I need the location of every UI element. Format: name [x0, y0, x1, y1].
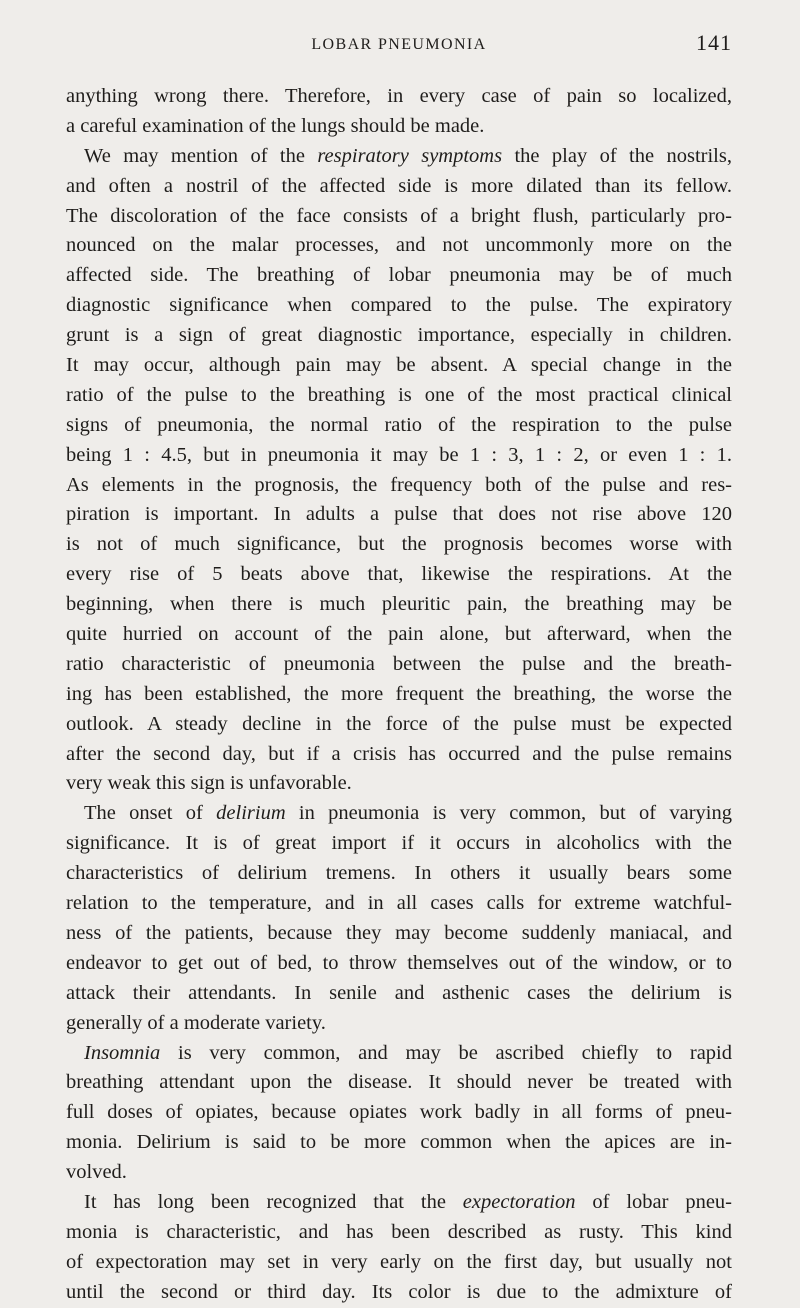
text-segment: very weak this sign is unfavorable. — [66, 772, 352, 795]
text-line — [66, 710, 732, 740]
text-segment: monia is characteristic, and has been described as rusty. This kind — [66, 1220, 732, 1243]
text-segment: monia. Delirium is said to be more common when the apices are in- — [66, 1131, 732, 1154]
text-line — [66, 500, 732, 530]
text-line — [66, 650, 732, 680]
text-segment: is very common, and may be ascribed chiefly to rapid — [160, 1041, 732, 1064]
text-line — [66, 411, 732, 441]
text-segment: We may mention of the — [84, 144, 318, 167]
text-segment: attack their attendants. In senile and asthenic cases the delirium is — [66, 981, 732, 1004]
text-line — [66, 949, 732, 979]
text-segment: affected side. The breathing of lobar pneumonia may be of much — [66, 264, 732, 287]
text-line — [66, 1009, 732, 1039]
text-line — [66, 291, 732, 321]
text-line — [66, 1218, 732, 1248]
text-segment: As elements in the prognosis, the frequency both of the pulse and res- — [66, 473, 732, 496]
page-number: 141 — [696, 30, 732, 55]
text-line — [66, 1039, 732, 1069]
text-segment: piration is important. In adults a pulse that does not rise above 120 — [66, 503, 732, 526]
text-line — [66, 560, 732, 590]
text-line — [66, 321, 732, 351]
text-line — [66, 82, 732, 112]
text-line — [66, 1248, 732, 1278]
text-segment: volved. — [66, 1161, 127, 1184]
text-segment: The onset of — [84, 802, 217, 825]
text-segment: and often a nostril of the affected side is more dilated than its fellow. — [66, 174, 732, 197]
text-segment: signs of pneumonia, the normal ratio of the respiration to the pulse — [66, 413, 732, 436]
italic-term: delirium — [216, 802, 286, 825]
italic-term: respiratory symptoms — [317, 144, 503, 167]
text-segment: beginning, when there is much pleuritic pain, the breathing may be — [66, 593, 732, 616]
text-segment: being 1 : 4.5, but in pneumonia it may be 1 : 3, 1 : 2, or even 1 : 1. — [66, 443, 732, 466]
text-segment: characteristics of delirium tremens. In others it usually bears some — [66, 862, 732, 885]
text-line — [66, 1278, 732, 1308]
text-segment: in pneumonia is very common, but of varying — [285, 802, 732, 825]
text-segment: diagnostic significance when compared to the pulse. The expiratory — [66, 294, 732, 317]
text-line — [66, 919, 732, 949]
body-text — [66, 82, 732, 1308]
text-segment: significance. It is of great import if it occurs in alcoholics with the — [66, 832, 732, 855]
text-line — [66, 261, 732, 291]
text-line — [66, 769, 732, 799]
text-line — [66, 859, 732, 889]
text-line — [66, 1068, 732, 1098]
text-segment: It has long been recognized that the — [84, 1190, 463, 1213]
text-segment: The discoloration of the face consists of a bright flush, particularly pro- — [66, 204, 732, 227]
text-line — [66, 680, 732, 710]
text-line — [66, 441, 732, 471]
text-segment: nounced on the malar processes, and not uncommonly more on the — [66, 234, 732, 257]
text-segment: breathing attendant upon the disease. It should never be treated with — [66, 1071, 732, 1094]
text-line — [66, 1128, 732, 1158]
italic-term: expectoration — [462, 1190, 576, 1213]
text-line — [66, 740, 732, 770]
text-segment: the play of the nostrils, — [502, 144, 732, 167]
running-head-title: LOBAR PNEUMONIA — [311, 36, 487, 53]
text-line — [66, 979, 732, 1009]
text-line — [66, 1158, 732, 1188]
text-line — [66, 381, 732, 411]
text-segment: ness of the patients, because they may become suddenly maniacal, and — [66, 921, 732, 944]
text-line — [66, 142, 732, 172]
text-segment: ing has been established, the more frequent the breathing, the worse the — [66, 682, 732, 705]
text-line — [66, 1098, 732, 1128]
text-segment: is not of much significance, but the prognosis becomes worse with — [66, 533, 732, 556]
text-segment: quite hurried on account of the pain alone, but afterward, when the — [66, 623, 732, 646]
text-segment: outlook. A steady decline in the force of the pulse must be expected — [66, 712, 732, 735]
text-segment: until the second or third day. Its color is due to the admixture of — [66, 1280, 732, 1303]
text-line — [66, 590, 732, 620]
text-line — [66, 1188, 732, 1218]
text-line — [66, 530, 732, 560]
text-line — [66, 620, 732, 650]
text-segment: anything wrong there. Therefore, in every case of pain so localized, — [66, 85, 732, 107]
running-head — [66, 30, 732, 60]
text-line — [66, 829, 732, 859]
text-line — [66, 471, 732, 501]
text-line — [66, 231, 732, 261]
text-segment: endeavor to get out of bed, to throw themselves out of the window, or to — [66, 951, 732, 974]
text-segment: full doses of opiates, because opiates work badly in all forms of pneu- — [66, 1101, 732, 1124]
text-segment: every rise of 5 beats above that, likewise the respirations. At the — [66, 563, 732, 586]
text-segment: after the second day, but if a crisis has occurred and the pulse remains — [66, 742, 732, 765]
text-line — [66, 351, 732, 381]
text-segment: of lobar pneu- — [575, 1190, 732, 1213]
text-segment: ratio characteristic of pneumonia between the pulse and the breath- — [66, 652, 732, 675]
text-segment: ratio of the pulse to the breathing is one of the most practical clinical — [66, 383, 732, 406]
text-segment: grunt is a sign of great diagnostic importance, especially in children. — [66, 324, 732, 347]
text-segment: generally of a moderate variety. — [66, 1011, 326, 1034]
text-line — [66, 112, 732, 142]
text-segment: of expectoration may set in very early on the first day, but usually not — [66, 1250, 732, 1273]
italic-term: Insomnia — [84, 1041, 161, 1064]
text-line — [66, 172, 732, 202]
text-line — [66, 202, 732, 232]
text-segment: relation to the temperature, and in all cases calls for extreme watchful- — [66, 892, 732, 915]
text-segment: a careful examination of the lungs should be made. — [66, 114, 485, 137]
text-segment: It may occur, although pain may be absent. A special change in the — [66, 354, 732, 377]
text-line — [66, 889, 732, 919]
text-line — [66, 799, 732, 829]
